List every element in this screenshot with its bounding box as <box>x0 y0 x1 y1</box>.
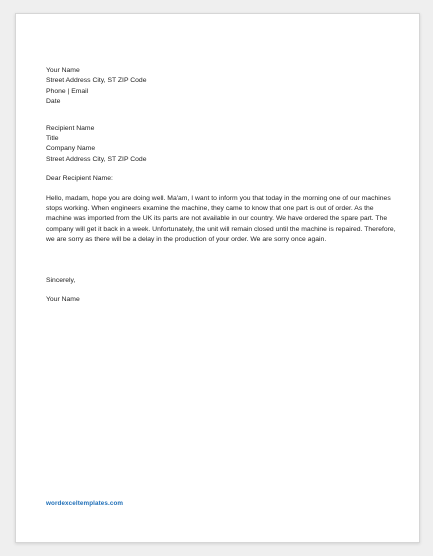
spacer <box>46 267 398 276</box>
sender-block <box>46 66 398 108</box>
closing: Sincerely, <box>46 276 76 284</box>
recipient-company: Company Name <box>46 145 96 153</box>
recipient-title: Title <box>46 135 59 143</box>
letter-page <box>15 13 420 543</box>
recipient-address: Street Address City, ST ZIP Code <box>46 155 147 163</box>
spacer <box>46 286 398 295</box>
spacer <box>46 165 398 174</box>
sender-date: Date <box>46 98 61 106</box>
recipient-name: Recipient Name <box>46 124 95 132</box>
footer-website-link[interactable]: wordexceltemplates.com <box>46 500 124 507</box>
sender-name: Your Name <box>46 67 80 74</box>
signature-name: Your Name <box>46 296 80 304</box>
spacer <box>46 108 398 124</box>
letter-body: Hello, madam, hope you are doing well. Ma'am, I want to inform you that today in the morning one of our machines stops working. When engineers examine the machine, they came to know that one part is out of order. As the machine was imported from the UK its parts are not available in our country. We have ordered the spare part. The company will get it back in a week. Unfortunately, the unit will remain closed until the machine is repaired. Therefore, we are sorry as there will be a delay in the production of your order. We are sorry once again. <box>46 194 396 244</box>
salutation: Dear Recipient Name: <box>46 175 113 183</box>
letter-content <box>46 66 398 306</box>
recipient-block <box>46 124 398 166</box>
spacer <box>46 246 398 267</box>
sender-address: Street Address City, ST ZIP Code <box>46 77 147 85</box>
sender-contact: Phone | Email <box>46 87 89 95</box>
spacer <box>46 185 398 194</box>
